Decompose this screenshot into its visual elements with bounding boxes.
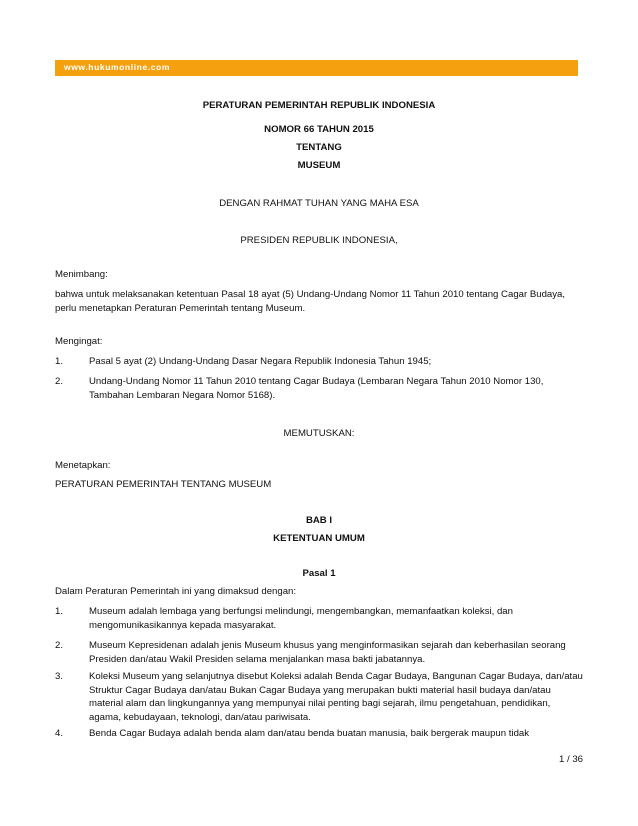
list-number: 2. bbox=[55, 376, 64, 387]
regulation-number: NOMOR 66 TAHUN 2015 bbox=[264, 124, 374, 135]
list-text: Museum adalah lembaga yang berfungsi melindungi, mengembangkan, memanfaatkan koleksi, dan mengomunikasikannya kepada masyarakat. bbox=[89, 606, 513, 631]
regulation-about: TENTANG bbox=[296, 142, 342, 153]
chapter-title: BAB I bbox=[305, 515, 333, 526]
list-text: Undang-Undang Nomor 11 Tahun 2010 tentang Cagar Budaya (Lembaran Negara Tahun 2010 Nomor 130, Tambahan Lembaran Negara Nomor 5168). bbox=[89, 376, 544, 401]
list-text: Benda Cagar Budaya adalah benda alam dan/atau benda buatan manusia, baik bergerak maupun tidak bbox=[89, 728, 530, 739]
site-url[interactable]: www.hukumonline.com bbox=[64, 62, 171, 72]
regulation-title: PERATURAN PEMERINTAH REPUBLIK INDONESIA bbox=[202, 100, 436, 111]
site-banner bbox=[55, 60, 578, 76]
regulation-subject: MUSEUM bbox=[297, 160, 341, 171]
list-number: 1. bbox=[55, 606, 64, 617]
list-text: Museum Kepresidenan adalah jenis Museum khusus yang menginformasikan sejarah dan keberhasilan seorang Presiden dan/atau Wakil Presiden selama menjalankan masa bakti jabatannya. bbox=[89, 640, 566, 665]
menimbang-label: Menimbang: bbox=[55, 269, 108, 280]
list-number: 4. bbox=[55, 728, 64, 739]
menetapkan-label: Menetapkan: bbox=[55, 460, 111, 471]
menimbang-text: bahwa untuk melaksanakan ketentuan Pasal 18 ayat (5) Undang-Undang Nomor 11 Tahun 2010 tentang Cagar Budaya, perlu menetapkan Peraturan Pemerintah tentang Museum. bbox=[55, 289, 566, 314]
chapter-subtitle: KETENTUAN UMUM bbox=[273, 533, 365, 544]
mengingat-label: Mengingat: bbox=[55, 336, 103, 347]
list-text: Pasal 5 ayat (2) Undang-Undang Dasar Negara Republik Indonesia Tahun 1945; bbox=[89, 356, 432, 367]
president-line: PRESIDEN REPUBLIK INDONESIA, bbox=[240, 235, 398, 246]
list-number: 2. bbox=[55, 640, 64, 651]
blessing-line: DENGAN RAHMAT TUHAN YANG MAHA ESA bbox=[219, 198, 419, 209]
memutuskan-heading: MEMUTUSKAN: bbox=[283, 428, 355, 439]
list-number: 1. bbox=[55, 356, 64, 367]
page-number: 1 / 36 bbox=[558, 754, 583, 765]
article-intro: Dalam Peraturan Pemerintah ini yang dimaksud dengan: bbox=[55, 586, 297, 597]
article-title: Pasal 1 bbox=[302, 568, 336, 579]
list-text: Koleksi Museum yang selanjutnya disebut Koleksi adalah Benda Cagar Budaya, Bangunan Cagar Budaya, dan/atau Struktur Cagar Budaya dan/atau Bukan Cagar Budaya yang merupakan bukti material hasil budaya dan/atau material alam dan lingkungannya yang mempunyai nilai penting bagi sejarah, ilmu pengetahuan, pendidikan, agama, kebudayaan, teknologi, dan/atau pariwisata. bbox=[89, 671, 583, 723]
menetapkan-text: PERATURAN PEMERINTAH TENTANG MUSEUM bbox=[55, 479, 272, 490]
list-number: 3. bbox=[55, 671, 64, 682]
